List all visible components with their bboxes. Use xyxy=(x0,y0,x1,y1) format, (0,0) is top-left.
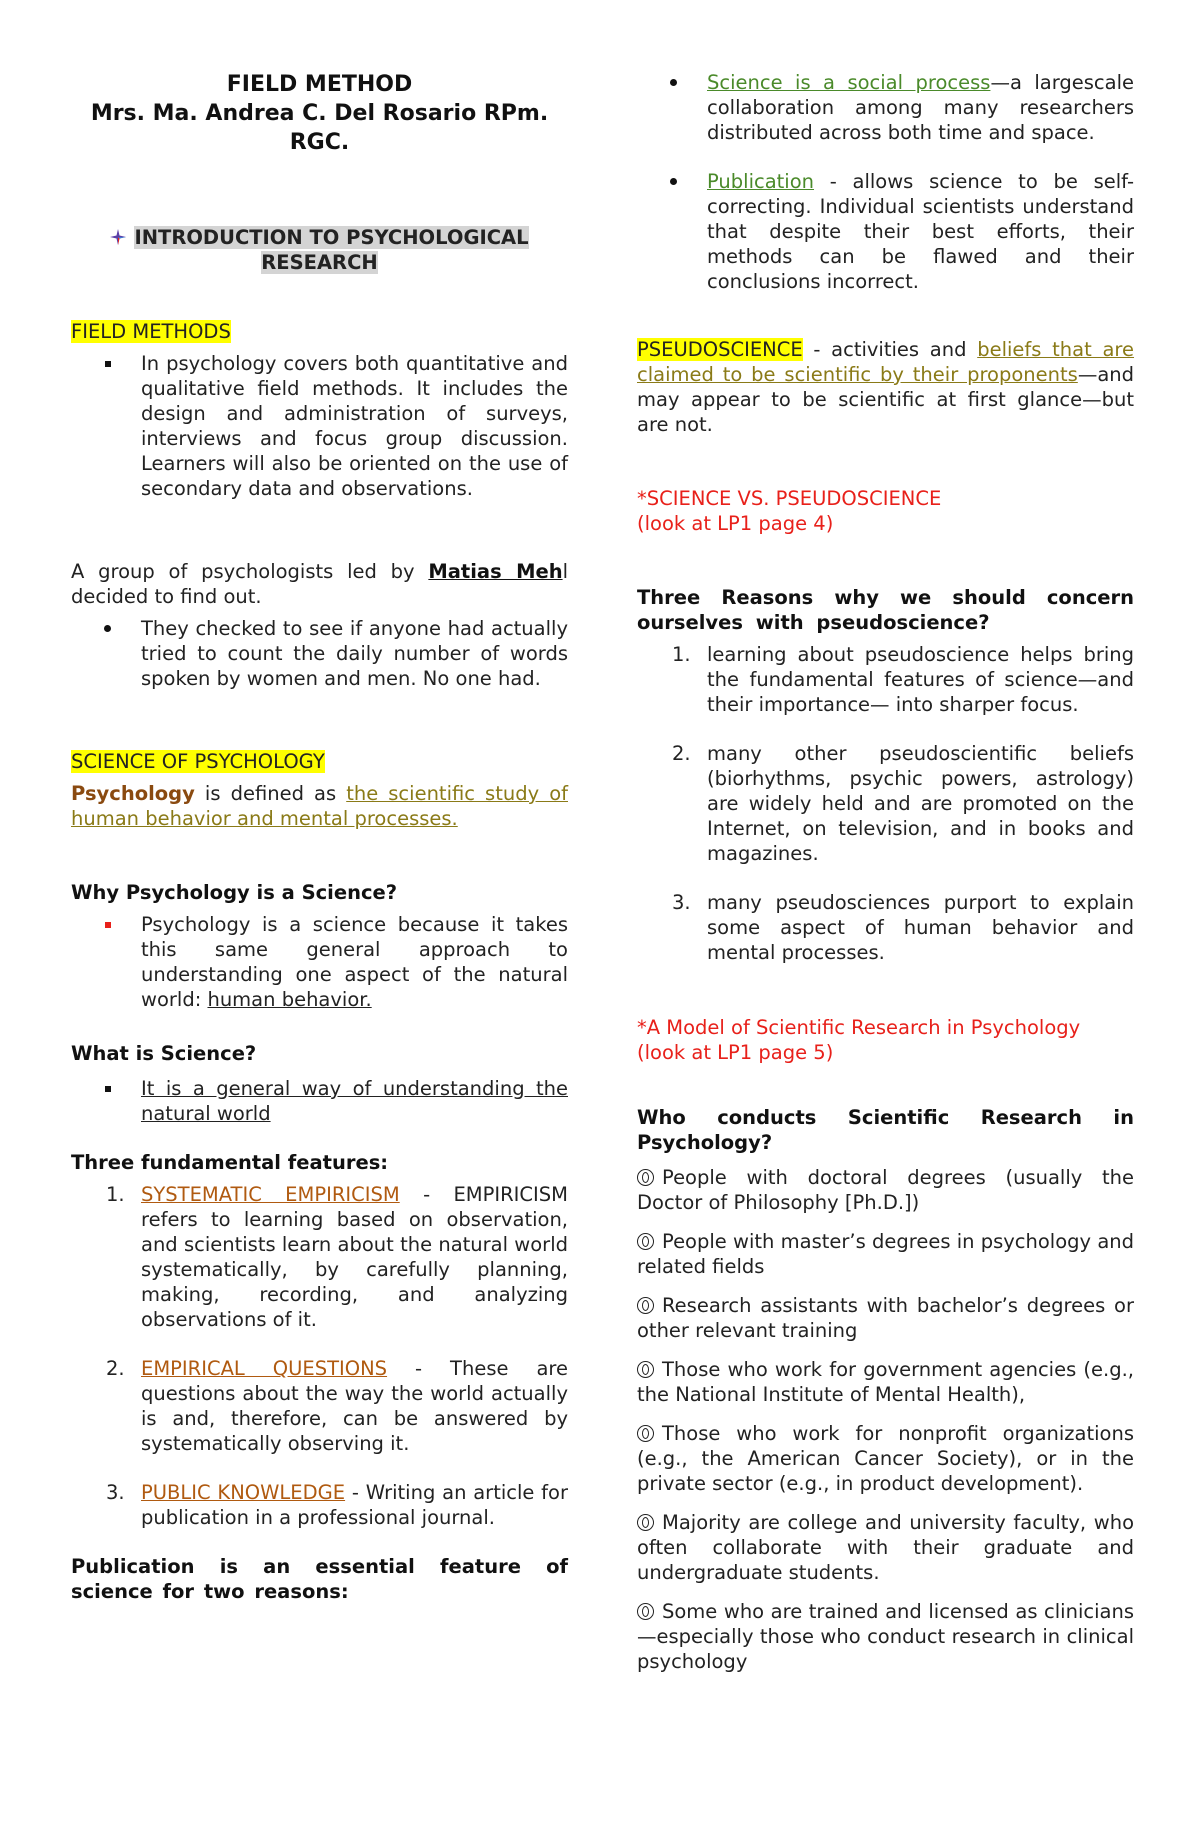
science-vs-pseudo-note xyxy=(637,486,1134,536)
who-heading: Who conducts Scientific Research in Psychology? xyxy=(637,1106,1134,1154)
left-column xyxy=(71,70,568,1604)
science-psych-section xyxy=(71,749,568,774)
why-bullet-underline: human behavior. xyxy=(207,988,372,1011)
globe-icon xyxy=(637,1425,654,1442)
publication-heading: Publication is an essential feature of science for two reasons: xyxy=(71,1555,568,1603)
globe-icon xyxy=(637,1169,654,1186)
why-heading: Why Psychology is a Science? xyxy=(71,881,398,904)
feature-term-3[interactable]: PUBLIC KNOWLEDGE xyxy=(141,1481,346,1504)
model-line-1: *A Model of Scientific Research in Psychology xyxy=(637,1016,1081,1039)
list-number: 3. xyxy=(672,891,691,914)
svp-line-1: *SCIENCE VS. PSEUDOSCIENCE xyxy=(637,487,942,510)
list-number: 1. xyxy=(672,643,691,666)
title-line-1: FIELD METHOD xyxy=(226,72,413,97)
list-number: 1. xyxy=(106,1183,125,1206)
publication-link[interactable]: Publication xyxy=(707,170,815,193)
list-number: 2. xyxy=(106,1357,125,1380)
feature-text-2: - These are questions about the way the world actually is and, therefore, can be answered by systematically observing it. xyxy=(141,1357,568,1455)
pseudoscience-paragraph xyxy=(637,337,1134,437)
social-process-link[interactable]: Science is a social process xyxy=(707,71,991,94)
list-number: 3. xyxy=(106,1481,125,1504)
four-point-star-icon xyxy=(110,229,126,245)
who-item-4: Those who work for government agencies (e.g., the National Institute of Mental Health), xyxy=(637,1358,1134,1406)
why-bullet-text: Psychology is a science because it takes this same general approach to understanding one aspect of the natural world: xyxy=(141,913,568,1011)
who-item-2: People with master’s degrees in psychology and related fields xyxy=(637,1230,1134,1278)
who-item-1: People with doctoral degrees (usually the Doctor of Philosophy [Ph.D.]) xyxy=(637,1166,1134,1214)
list-item xyxy=(71,1182,568,1332)
globe-icon xyxy=(637,1514,654,1531)
svp-line-2: (look at LP1 page 4) xyxy=(637,512,834,535)
what-bullet: It is a general way of understanding the natural world xyxy=(141,1077,568,1125)
list-item xyxy=(637,1421,1134,1496)
feature-term-2[interactable]: EMPIRICAL QUESTIONS xyxy=(141,1357,388,1380)
field-methods-heading: FIELD METHODS xyxy=(71,320,231,343)
globe-icon xyxy=(637,1603,654,1620)
list-item xyxy=(637,741,1134,866)
reason-text-2: many other pseudoscientific beliefs (biorhythms, psychic powers, astrology) are widely held and are promoted on the Internet, on television, and in books and magazines. xyxy=(707,742,1134,865)
pseudo-pre: - activities and xyxy=(802,338,978,361)
feature-text-3: - Writing an article for publication in a professional journal. xyxy=(141,1481,568,1529)
list-item xyxy=(637,1229,1134,1279)
social-process-text: —a largescale collaboration among many researchers distributed across both time and space. xyxy=(707,71,1134,144)
reason-text-1: learning about pseudoscience helps bring the fundamental features of science—and their importance— into sharper focus. xyxy=(707,643,1134,716)
intro-line-1: INTRODUCTION TO PSYCHOLOGICAL xyxy=(134,226,529,249)
field-methods-text: In psychology covers both quantitative and qualitative field methods. It includes the design and administration of surveys, interviews and focus group discussion. Learners will also be oriented on the use of secondary data and observations. xyxy=(141,352,568,500)
model-note xyxy=(637,1015,1134,1065)
list-item xyxy=(71,616,568,691)
pseudoscience-term: PSEUDOSCIENCE xyxy=(637,338,803,361)
who-item-5: Those who work for nonprofit organizations (e.g., the American Cancer Society), or in the private sector (e.g., in product development). xyxy=(637,1422,1134,1495)
publication-text: - allows science to be self-correcting. Individual scientists understand that despite their best efforts, their methods can be flawed and their conclusions incorrect. xyxy=(707,170,1134,293)
right-column xyxy=(637,70,1134,1674)
mehl-post: l decided to find out. xyxy=(71,560,568,608)
what-heading: What is Science? xyxy=(71,1042,257,1065)
who-item-7: Some who are trained and licensed as clinicians—especially those who conduct research in clinical psychology xyxy=(637,1600,1134,1673)
list-item xyxy=(637,1293,1134,1343)
reasons-heading: Three Reasons why we should concern ourselves with pseudoscience? xyxy=(637,586,1134,634)
list-item xyxy=(71,1480,568,1530)
list-item xyxy=(637,1599,1134,1674)
feature-text-1: - EMPIRICISM refers to learning based on observation, and scientists learn about the natural world systematically, by carefully planning, making, recording, and analyzing observations of it. xyxy=(141,1183,568,1331)
psychology-definition xyxy=(71,781,568,831)
reason-text-3: many pseudosciences purport to explain some aspect of human behavior and mental processes. xyxy=(707,891,1134,964)
psychology-term: Psychology xyxy=(71,782,195,805)
model-line-2: (look at LP1 page 5) xyxy=(637,1041,834,1064)
list-item xyxy=(71,1356,568,1456)
list-item xyxy=(637,890,1134,965)
list-number: 2. xyxy=(672,742,691,765)
globe-icon xyxy=(637,1297,654,1314)
field-methods-section xyxy=(71,319,568,344)
mehl-paragraph xyxy=(71,559,568,609)
list-item xyxy=(71,912,568,1012)
psychology-def-link[interactable]: the scientific study of human behavior and mental processes. xyxy=(71,782,568,830)
document-title xyxy=(71,70,568,157)
list-item xyxy=(71,1076,568,1126)
list-item xyxy=(637,1510,1134,1585)
pseudo-link[interactable]: beliefs that are claimed to be scientific by their proponents xyxy=(637,338,1135,386)
definition-mid: is defined as xyxy=(194,782,347,805)
science-psych-heading: SCIENCE OF PSYCHOLOGY xyxy=(71,750,325,773)
list-item xyxy=(637,169,1134,294)
globe-icon xyxy=(637,1361,654,1378)
list-item xyxy=(71,351,568,501)
who-item-6: Majority are college and university faculty, who often collaborate with their graduate and undergraduate students. xyxy=(637,1511,1134,1584)
globe-icon xyxy=(637,1233,654,1250)
intro-line-2: RESEARCH xyxy=(261,251,378,274)
mehl-pre: A group of psychologists led by xyxy=(71,560,429,583)
pseudo-post: —and may appear to be scientific at first glance—but are not. xyxy=(637,363,1134,436)
list-item xyxy=(637,642,1134,717)
mehl-bullet: They checked to see if anyone had actually tried to count the daily number of words spoken by women and men. No one had. xyxy=(141,617,568,690)
intro-heading xyxy=(71,225,568,275)
list-item xyxy=(637,1165,1134,1215)
feature-term-1[interactable]: SYSTEMATIC EMPIRICISM xyxy=(141,1183,400,1206)
features-heading: Three fundamental features: xyxy=(71,1151,389,1174)
title-line-2: Mrs. Ma. Andrea C. Del Rosario RPm. xyxy=(90,101,549,126)
who-item-3: Research assistants with bachelor’s degrees or other relevant training xyxy=(637,1294,1134,1342)
list-item xyxy=(637,1357,1134,1407)
title-line-3: RGC. xyxy=(289,130,350,155)
list-item xyxy=(637,70,1134,145)
mehl-name: Matias Meh xyxy=(428,560,563,583)
